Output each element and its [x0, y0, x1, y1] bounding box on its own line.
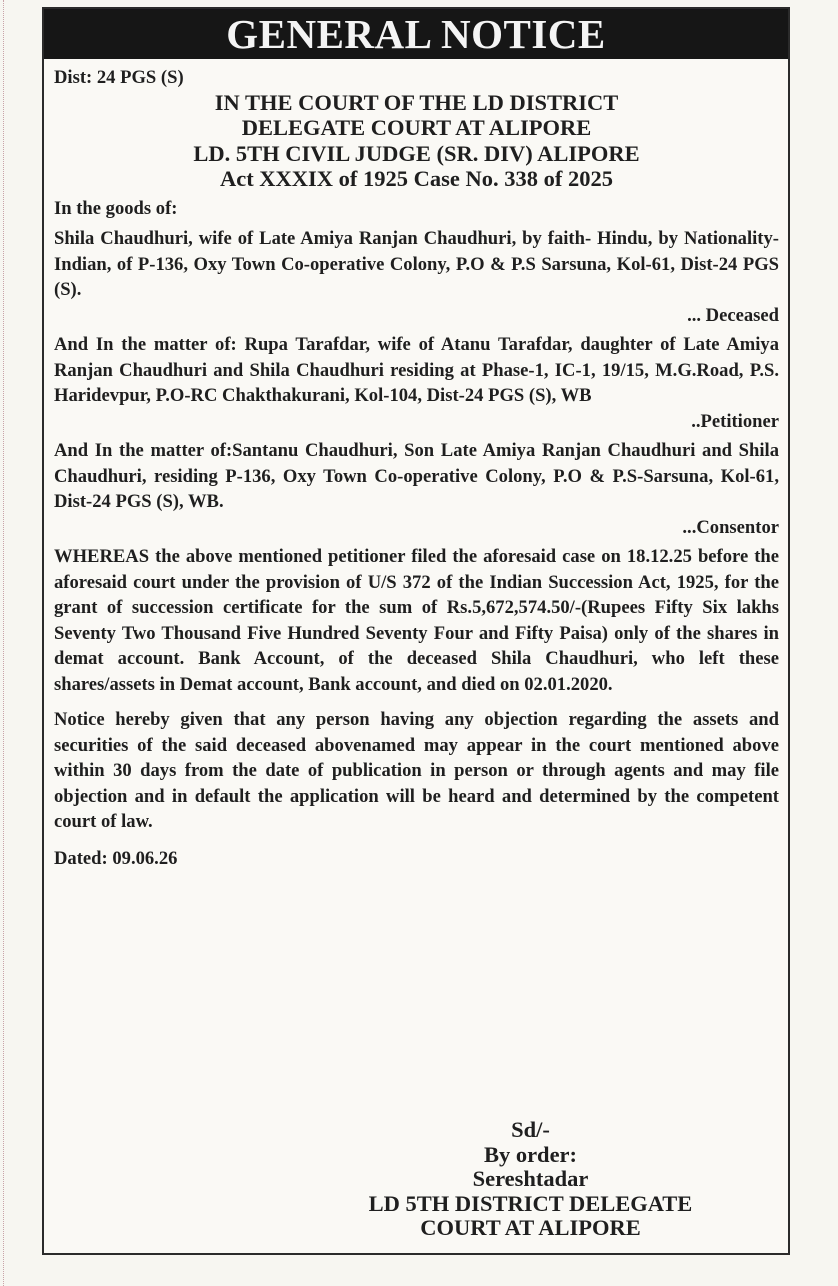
- consentor-label: ...Consentor: [682, 516, 779, 538]
- court-line: LD. 5TH CIVIL JUDGE (SR. DIV) ALIPORE: [193, 140, 640, 166]
- whereas-paragraph: WHEREAS the above mentioned petitioner filed the aforesaid case on 18.12.25 before the aforesaid court under the provision of U/S 372 of the Indian Succession Act, 1925, for the grant of succession certificate for the sum of Rs.5,672,574.50/-(Rupees Fifty Six lakhs Seventy Two Thousand Five Hundred Seventy Four and Fifty Paisa) only of the shares in demat account. Bank Account, of the deceased Shila Chaudhuri, who left these shares/assets in Demat account, Bank account, and died on 02.01.2020.: [54, 546, 779, 695]
- case-number: Act XXXIX of 1925 Case No. 338 of 2025: [219, 166, 614, 192]
- deceased-paragraph: Shila Chaudhuri, wife of Late Amiya Ranjan Chaudhuri, by faith- Hindu, by Nationality- Indian, of P-136, Oxy Town Co-operative Colony, P.O & P.S Sarsuna, Kol-61, Dist-24 PGS (S).: [54, 228, 779, 301]
- district-label: Dist: 24 PGS (S): [54, 67, 184, 88]
- court-line: DELEGATE COURT AT ALIPORE: [241, 115, 592, 141]
- court-heading: [54, 90, 779, 192]
- general-notice: [42, 7, 790, 1255]
- signature-line: COURT AT ALIPORE: [420, 1215, 641, 1240]
- notice-paragraph: Notice hereby given that any person having any objection regarding the assets and securities of the said deceased abovenamed may appear in the court mentioned above within 30 days from the date of publication in person or through agents and may file objection and in default the application will be heard and determined by the competent court of law.: [54, 709, 779, 833]
- signature-line: Sereshtadar: [472, 1166, 589, 1191]
- perforated-edge: [3, 0, 4, 1286]
- petitioner-label: ..Petitioner: [691, 410, 779, 432]
- signature-line: Sd/-: [511, 1117, 550, 1142]
- signature-line: By order:: [483, 1141, 578, 1167]
- signature-line: LD 5TH DISTRICT DELEGATE: [368, 1190, 693, 1216]
- signature-block: [318, 1118, 743, 1241]
- deceased-label: ... Deceased: [687, 304, 779, 326]
- goods-heading: In the goods of:: [54, 197, 178, 219]
- notice-banner: GENERAL NOTICE: [44, 9, 788, 59]
- court-line: IN THE COURT OF THE LD DISTRICT: [214, 89, 619, 115]
- consentor-paragraph: And In the matter of:Santanu Chaudhuri, Son Late Amiya Ranjan Chaudhuri and Shila Chaudhuri, residing P-136, Oxy Town Co-operative Colony, P.O & P.S-Sarsuna, Kol-61, Dist-24 PGS (S), WB.: [54, 440, 779, 513]
- dated-line: Dated: 09.06.26: [54, 847, 178, 869]
- notice-body: [44, 59, 788, 870]
- petitioner-paragraph: And In the matter of: Rupa Tarafdar, wife of Atanu Tarafdar, daughter of Late Amiya Ranjan Chaudhuri and Shila Chaudhuri residing at Phase-1, IC-1, 19/15, M.G.Road, P.S. Haridevpur, P.O-RC Chakthakurani, Kol-104, Dist-24 PGS (S), WB: [54, 334, 779, 407]
